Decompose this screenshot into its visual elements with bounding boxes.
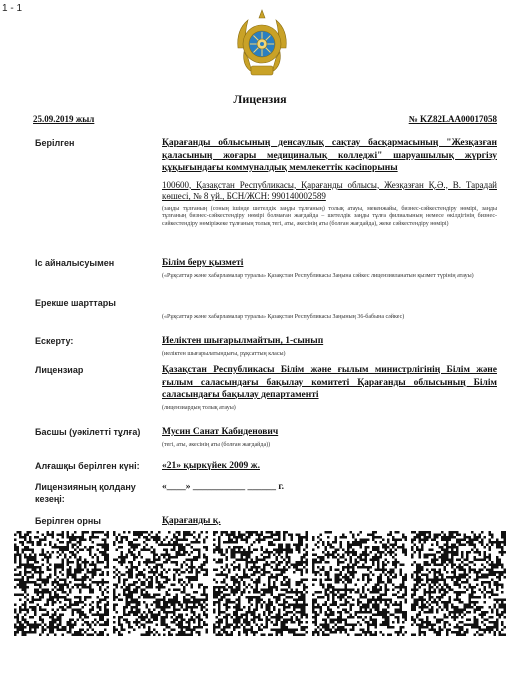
licensee-note: (заңды тұлғаның (соның ішінде шетелдік заңды тұлғаның) толық атауы, мекенжайы, бизнес-сәйкестендіру нөмірі, заңды тұлғаның бизнес-сәйкестендіру нөмірі болмаған жағдайда – шетелдік заңды тұлға филиалының немесе өкілдігінің бизнес-сәйкестендіру нөміріжеке тұлғаның толық тегі, аты, әкесінің аты (болған жағдайда), жеке сәйкестендіру нөмірі) bbox=[162, 205, 497, 227]
first-issued-label: Алғашқы берілген күні: bbox=[35, 461, 140, 471]
activity-value: Білім беру қызметі bbox=[162, 258, 244, 268]
special-conditions-label: Ерекше шарттары bbox=[35, 298, 116, 308]
qr-code-2 bbox=[113, 531, 208, 636]
licensee-address: 100600, Қазақстан Республикасы, Қарағанды облысы, Жезқазған Қ.Ә., В. Тарадай көшесі, № 8 үй., БСН/ЖСН: 990140002589 bbox=[162, 179, 497, 201]
qr-code-4 bbox=[312, 531, 407, 636]
first-issued-value: «21» қыркүйек 2009 ж. bbox=[162, 461, 260, 471]
qr-code-3 bbox=[213, 531, 308, 636]
licensor-note: (лицензиардың толық атауы) bbox=[162, 404, 236, 411]
activity-note: («Рұқсаттар және хабарламалар туралы» Қазақстан Республикасы Заңына сәйкес лицензияланатын қызмет түрінің атауы) bbox=[162, 272, 474, 279]
validity-value: «____» ___________ ______ г. bbox=[162, 482, 284, 492]
activity-label: Іс айналысуымен bbox=[35, 258, 115, 268]
qr-code-1 bbox=[14, 531, 109, 636]
licensor-value: Қазақстан Республикасы Білім және ғылым министрлігінің Білім және ғылым саласындағы бақылау комитеті Қарағанды облысының Білім саласындағы бақылау департаменті bbox=[162, 365, 497, 400]
license-number: № KZ82LAA00017058 bbox=[408, 114, 497, 124]
issued-to-label: Берілген bbox=[35, 138, 75, 148]
remark-label: Ескерту: bbox=[35, 336, 74, 346]
head-value: Мусин Санат Кабиденович bbox=[162, 427, 279, 437]
remark-note: (иеліктен шығарылатындығы, рұқсаттың класы) bbox=[162, 350, 286, 357]
qr-code-strip bbox=[14, 531, 506, 636]
qr-code-5 bbox=[411, 531, 506, 636]
issue-date: 25.09.2019 жыл bbox=[33, 114, 95, 124]
document-title: Лицензия bbox=[233, 92, 287, 106]
remark-value: Иеліктен шығарылмайтын, 1-сынып bbox=[162, 336, 324, 346]
page-number: 1 - 1 bbox=[2, 3, 23, 14]
state-emblem-icon bbox=[234, 8, 290, 80]
issue-place-label: Берілген орны bbox=[35, 516, 101, 526]
licensor-label: Лицензиар bbox=[35, 365, 84, 375]
head-label: Басшы (уәкілетті тұлға) bbox=[35, 427, 141, 437]
head-note: (тегі, аты, әкесінің аты (болған жағдайда)) bbox=[162, 441, 271, 448]
licensee-name: Қарағанды облысының денсаулық сақтау басқармасының "Жезқазған қаласының жоғары медициналық колледжі" шаруашылық жүргізу құқығындағы коммуналдық мемлекеттік кәсіпорыны bbox=[162, 138, 497, 173]
special-conditions-note: («Рұқсаттар және хабарламалар туралы» Қазақстан Республикасы Заңының 36-бабына сәйкес) bbox=[162, 314, 405, 320]
validity-label: Лицензияның қолдану кезеңі: bbox=[35, 482, 136, 504]
issue-place-value: Қарағанды қ. bbox=[162, 516, 221, 526]
date-line bbox=[33, 114, 497, 124]
